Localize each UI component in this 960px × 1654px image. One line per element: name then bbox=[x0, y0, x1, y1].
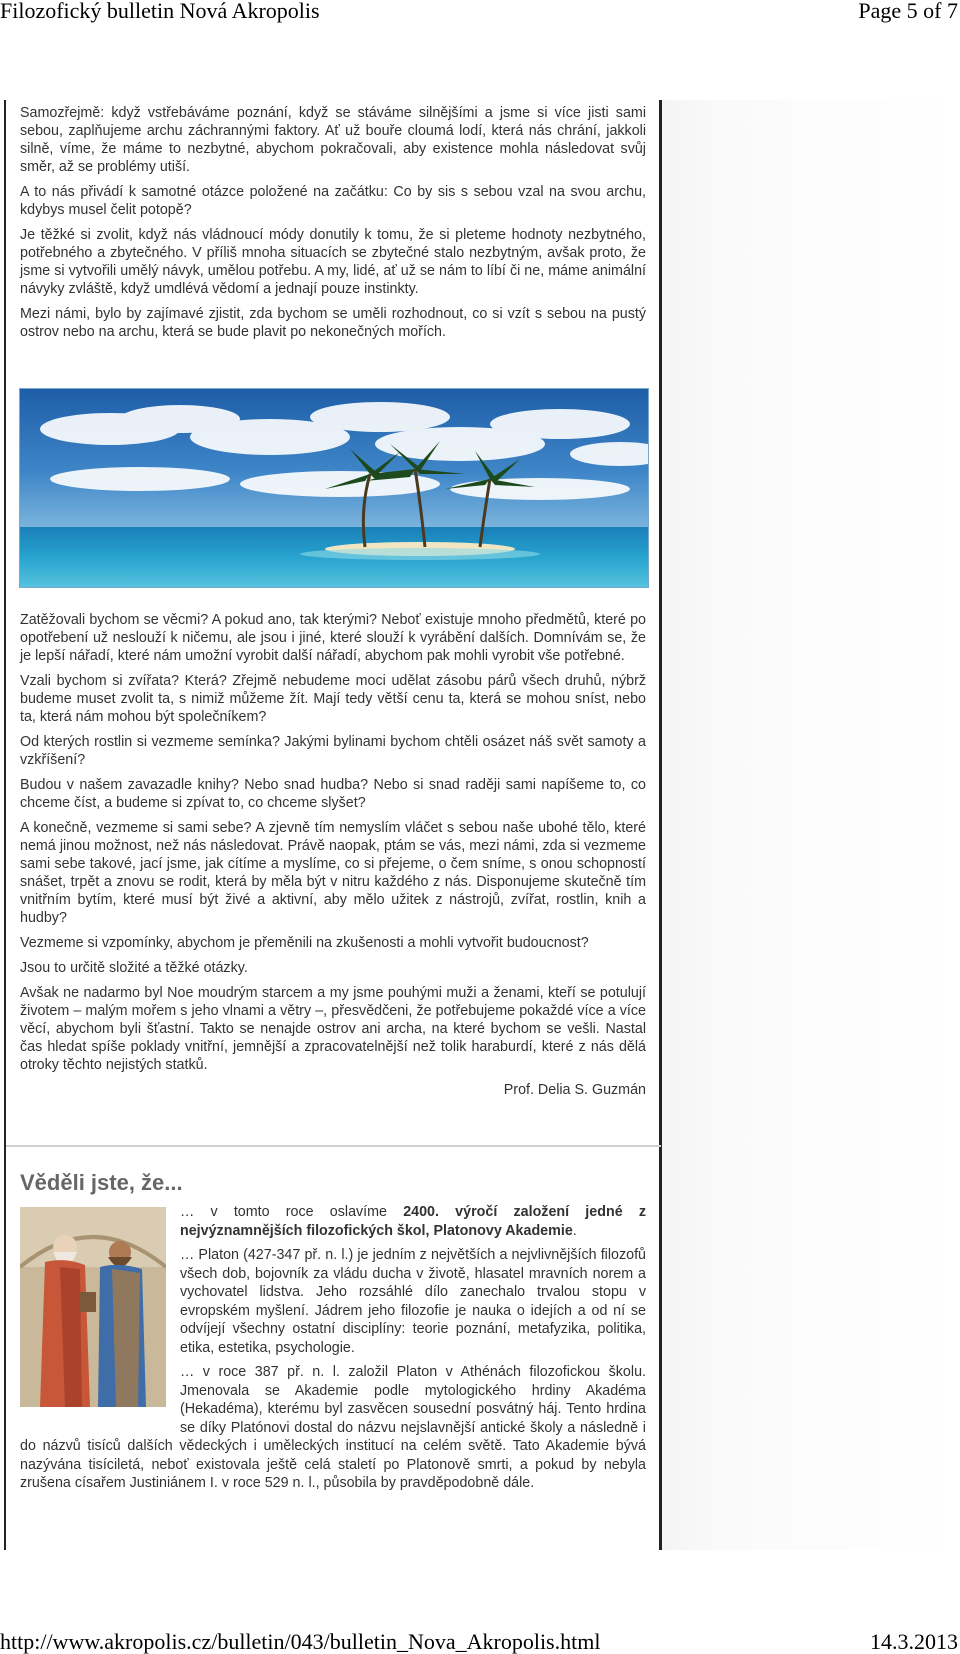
author-signature: Prof. Delia S. Guzmán bbox=[503, 1082, 646, 1098]
paragraph: Mezi námi, bylo by zajímavé zjistit, zda bychom se uměli rozhodnout, co si vzít s sebou na pustý ostrov nebo na archu, která se bude plavit po nekonečných mořích. bbox=[20, 306, 646, 340]
decorative-side-image bbox=[660, 100, 960, 1550]
paragraph: Vezmeme si vzpomínky, abychom je přeměnili na zkušenosti a mohli vytvořit budoucnost? bbox=[20, 935, 589, 951]
paragraph: Zatěžovali bychom se věcmi? A pokud ano, tak kterými? Neboť existuje mnoho předmětů, které po opotřebení už neslouží k ničemu, ale jsou i jiné, které slouží k vyrábění dalších. Domnívám se, že je lepší nářadí, které nám umožní vyrobit další nářadí, abychom pak mohli vyrobit vše potřebné. bbox=[20, 612, 646, 664]
paragraph: Vzali bychom si zvířata? Která? Zřejmě nebudeme moci udělat zásobu párů všech druhů, nýbrž budeme muset zvolit ta, s nimiž můžeme žít. Mají tedy větší cenu ta, která se mohou sníst, nebo ta, která nám mohou být společníkem? bbox=[20, 673, 646, 725]
right-border bbox=[659, 100, 662, 1550]
island-palm-photo bbox=[19, 388, 649, 588]
article-bottom bbox=[20, 611, 646, 1099]
page-date: 14.3.2013 bbox=[870, 1629, 958, 1654]
paragraph: A to nás přivádí k samotné otázce položené na začátku: Co by sis s sebou vzal na svou archu, kdybys musel čelit potopě? bbox=[20, 184, 646, 218]
paragraph: Jsou to určitě složité a těžké otázky. bbox=[20, 960, 248, 976]
fact-highlight: 2400. výročí založení jedné z nejvýznamnějších filozofických škol, Platonovy Akademie bbox=[180, 1204, 646, 1239]
paragraph: Samozřejmě: když vstřebáváme poznání, když se stáváme silnějšími a jsme si více jisti sami sebou, zaplňujeme archu záchrannými faktory. Ať už bouře cloumá lodí, která nás chrání, jakkoli silně, víme, že máme to nezbytné, abychom pokračovali, aby existence mohla následovat svůj směr, až se problémy utiší. bbox=[20, 105, 646, 175]
article-top bbox=[20, 104, 646, 348]
page-header-title: Filozofický bulletin Nová Akropolis bbox=[0, 0, 320, 23]
did-you-know-heading: Věděli jste, že... bbox=[20, 1170, 183, 1195]
section-divider bbox=[6, 1145, 661, 1147]
page-number: Page 5 of 7 bbox=[858, 0, 958, 23]
paragraph: A konečně, vezmeme si sami sebe? A zjevně tím nemyslím vláčet s sebou naše ubohé tělo, které nemá jinou možnost, než nás následovat. Právě naopak, ptám se vás, mezi námi, zda si vezmeme sami sebe takové, jací jsme, jak cítíme a myslíme, co si přejeme, o čem sníme, s onou schopností snášet, trpět a znovu se rodit, která by měla být v nitru každého z nás. Disponujeme skutečně tím vnitřním bytím, které musí být živé a aktivní, aby mělo užitek z nástrojů, zvířat, rostlin, knih a hudby? bbox=[20, 820, 646, 926]
fact-item: … v roce 387 př. n. l. založil Platon v Athénách filozofickou školu. Jmenovala se Akademie podle mytologického hrdiny Akadéma (Hekadéma), kterému byl zasvěcen sousední posvátný háj. Tento hrdina se díky Platónovi dostal do názvu nejslavnější antické školy a následně i do názvů tisíců dalších vědeckých i uměleckých institucí na celém světě. Tato Akademie bývá nazývána tisíciletá, neboť existovala ještě celá staletí po Platonově smrti, a pokud by nebyla zrušena císařem Justiniánem I. v roce 529 n. l., působila by pravděpodobně dále. bbox=[20, 1364, 646, 1491]
fact-item: … Platon (427-347 př. n. l.) je jedním z největších a nejvlivnějších filozofů všech dob, bojovník za vládu ducha v životě, hlasatel mravních norem a vychovatel lidstva. Jeho rozsáhlé dílo zanechalo trvalou stopu v evropském myšlení. Jádrem jeho filozofie je nauka o idejích a od ní se odvíjejí všechny ostatní disciplíny: teorie poznání, metafyzika, politika, etika, estetika, psychologie. bbox=[180, 1247, 646, 1356]
page-url[interactable]: http://www.akropolis.cz/bulletin/043/bulletin_Nova_Akropolis.html bbox=[0, 1629, 601, 1654]
paragraph: Budou v našem zavazadle knihy? Nebo snad hudba? Nebo si snad raději sami napíšeme to, co chceme číst, a budeme si zpívat to, co chceme slyšet? bbox=[20, 777, 646, 811]
did-you-know-text bbox=[20, 1203, 646, 1499]
fact-item: … v tomto roce oslavíme 2400. výročí založení jedné z nejvýznamnějších filozofických škol, Platonovy Akademie. bbox=[180, 1204, 646, 1239]
paragraph: Je těžké si zvolit, když nás vládnoucí módy donutily k tomu, že si pleteme hodnoty nezbytného, potřebného a zbytečného. V příliš mnoha situacích se zbytečné stalo nezbytným, avšak proto, že jsme si vytvořili umělý návyk, umělou potřebu. A my, lidé, ať už se nám to líbí či ne, máme animální návyky zvláště, když umdlévá vědomí a jednají pouze instinkty. bbox=[20, 227, 646, 297]
paragraph: Od kterých rostlin si vezmeme semínka? Jakými bylinami bychom chtěli osázet náš svět samoty a vzkříšení? bbox=[20, 734, 646, 768]
left-border bbox=[4, 100, 6, 1550]
paragraph: Avšak ne nadarmo byl Noe moudrým starcem a my jsme pouhými muži a ženami, kteří se potulují životem – malým mořem s jeho vlnami a větry –, přesvědčeni, že potřebujeme pokaždé více a více věcí, abychom byli šťastní. Takto se nenajde ostrov ani archa, na které bychom se vešli. Nastal čas hledat spíše poklady vnitřní, jemnější a zpracovatelnější než tolik haraburdí, které z nás dělá otroky těchto nejistých statků. bbox=[20, 985, 646, 1073]
